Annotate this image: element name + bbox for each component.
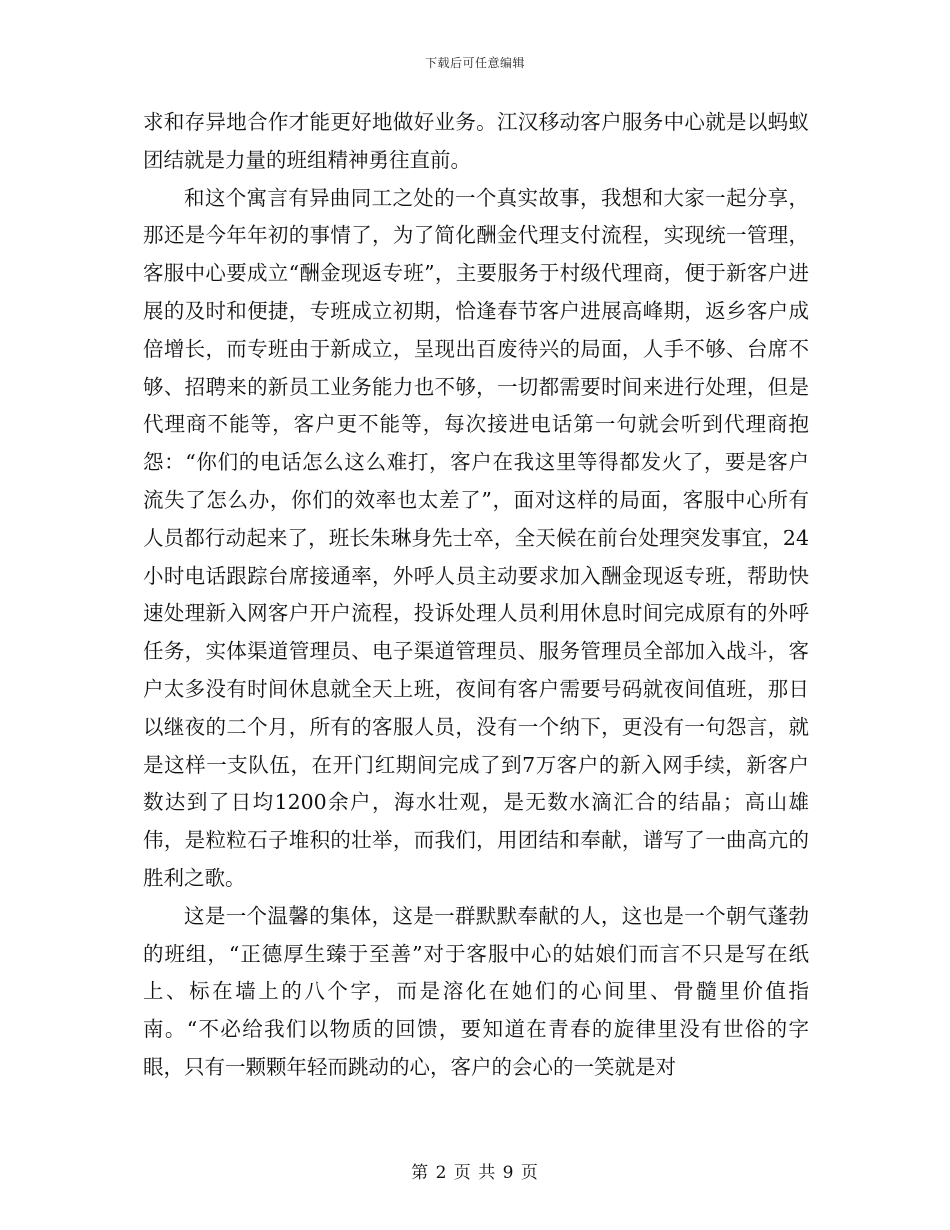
paragraph-1: 求和存异地合作才能更好地做好业务。江汉移动客户服务中心就是以蚂蚁团结就是力量的班组精神勇往直前。 [143, 110, 809, 172]
page-header: 下载后可任意编辑 [424, 56, 525, 70]
paragraph-3: 这是一个温馨的集体，这是一群默默奉献的人，这也是一个朝气蓬勃的班组，“正德厚生臻于至善”对于客服中心的姑娘们而言不只是写在纸上、标在墙上的八个字，而是溶化在她们的心间里、骨髓里价值指南。“不必给我们以物质的回馈，要知道在青春的旋律里没有世俗的字眼，只有一颗颗年轻而跳动的心，客户的会心的一笑就是对 [143, 903, 809, 1079]
page-number: 第 2 页 共 9 页 [411, 1163, 539, 1183]
document-body [143, 104, 809, 1087]
paragraph-2: 和这个寓言有异曲同工之处的一个真实故事，我想和大家一起分享，那还是今年年初的事情了，为了简化酬金代理支付流程，实现统一管理，客服中心要成立“酬金现返专班”，主要服务于村级代理商，便于新客户进展的及时和便捷，专班成立初期，恰逢春节客户进展高峰期，返乡客户成倍增长，而专班由于新成立，呈现出百废待兴的局面，人手不够、台席不够、招聘来的新员工业务能力也不够，一切都需要时间来进行处理，但是代理商不能等，客户更不能等，每次接进电话第一句就会听到代理商抱怨：“你们的电话怎么这么难打，客户在我这里等得都发火了，要是客户流失了怎么办，你们的效率也太差了”，面对这样的局面，客服中心所有人员都行动起来了，班长朱琳身先士卒，全天候在前台处理突发事宜，24小时电话跟踪台席接通率，外呼人员主动要求加入酬金现返专班，帮助快速处理新入网客户开户流程，投诉处理人员利用休息时间完成原有的外呼任务，实体渠道管理员、电子渠道管理员、服务管理员全部加入战斗，客户太多没有时间休息就全天上班，夜间有客户需要号码就夜间值班，那日以继夜的二个月，所有的客服人员，没有一个纳下，更没有一句怨言，就是这样一支队伍，在开门红期间完成了到7万客户的新入网手续，新客户数达到了日均1200余户，海水壮观，是无数水滴汇合的结晶；高山雄伟，是粒粒石子堆积的壮举，而我们，用团结和奉献，谱写了一曲高亢的胜利之歌。 [143, 185, 809, 890]
